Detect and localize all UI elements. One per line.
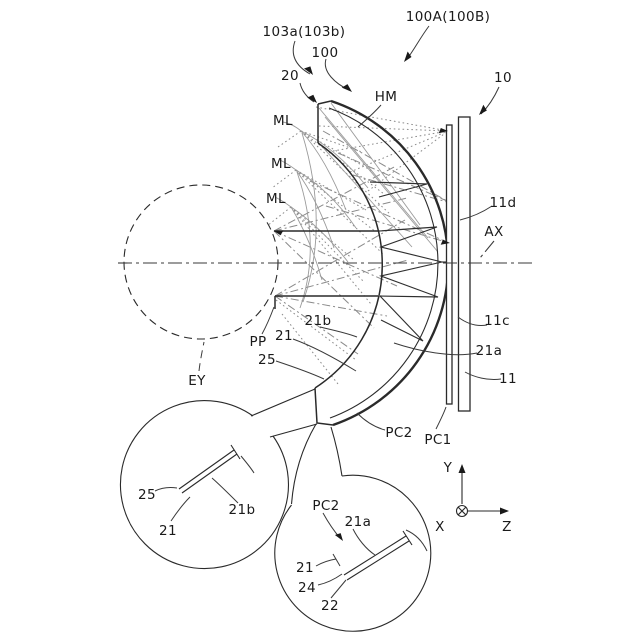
label-25-inset: 25 <box>138 487 156 503</box>
label-21-inset2: 21 <box>296 560 314 576</box>
label-103a-103b: 103a(103b) <box>262 24 346 40</box>
coordinate-triad <box>457 464 510 517</box>
label-axis-X: X <box>435 519 445 535</box>
label-PC2-main: PC2 <box>385 425 413 441</box>
label-AX: AX <box>484 224 504 240</box>
label-ML-1: ML <box>273 113 293 129</box>
label-PP: PP <box>249 334 267 350</box>
label-21a-inset: 21a <box>344 514 372 530</box>
label-HM: HM <box>374 89 398 105</box>
image-light-rays <box>267 103 449 384</box>
surface-layers-cross-section <box>316 513 427 598</box>
label-21-inset: 21 <box>159 523 177 539</box>
label-24-inset: 24 <box>298 580 316 596</box>
label-25-main: 25 <box>258 352 276 368</box>
label-ML-3: ML <box>266 191 286 207</box>
label-21a-main: 21a <box>475 343 503 359</box>
label-21b-inset: 21b <box>228 502 256 518</box>
label-21-main: 21 <box>275 328 293 344</box>
label-22-inset: 22 <box>321 598 339 614</box>
label-PC2-inset: PC2 <box>312 498 340 514</box>
panel-plate-pc1 <box>447 125 453 404</box>
label-20: 20 <box>281 68 299 84</box>
label-11: 11 <box>499 371 517 387</box>
callout-circle-1 <box>120 389 317 569</box>
label-10: 10 <box>494 70 512 86</box>
label-axis-Z: Z <box>502 519 512 535</box>
label-21b-main: 21b <box>304 313 332 329</box>
label-100: 100 <box>311 45 339 61</box>
panel-lens-11 <box>459 117 471 411</box>
label-EY: EY <box>188 373 206 389</box>
display-panel <box>447 117 471 411</box>
label-100A-100B: 100A(100B) <box>405 9 491 25</box>
label-ML-2: ML <box>271 156 291 172</box>
label-axis-Y: Y <box>443 460 453 476</box>
label-PC1: PC1 <box>424 432 452 448</box>
label-11c: 11c <box>484 313 510 329</box>
label-11d: 11d <box>489 195 517 211</box>
